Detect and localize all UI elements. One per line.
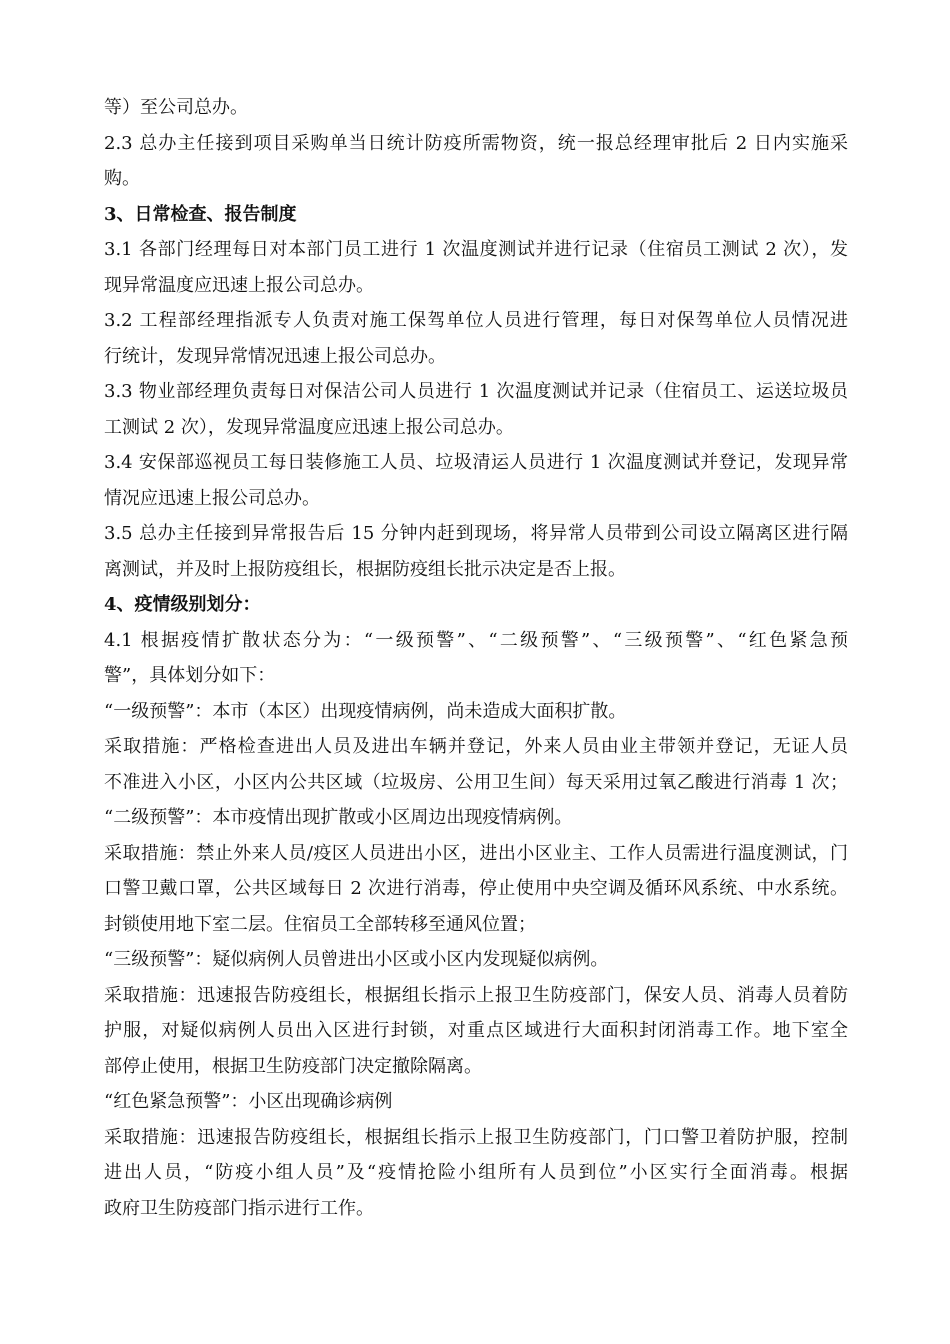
text-line: 警”，具体划分如下：	[104, 665, 276, 686]
text-line: “三级预警”：疑似病例人员曾进出小区或小区内发现疑似病例。	[104, 949, 609, 970]
text-line: “二级预警”：本市疫情出现扩散或小区周边出现疫情病例。	[104, 807, 573, 828]
text-line: 工测试 2 次），发现异常温度应迅速上报公司总办。	[104, 416, 514, 438]
text-line: 4.1 根据疫情扩散状态分为：“一级预警”、“二级预警”、“三级预警”、“红色紧急预	[104, 629, 848, 651]
text-line: 采取措施：严格检查进出人员及进出车辆并登记，外来人员由业主带领并登记，无证人员	[104, 736, 848, 757]
text-line: 部停止使用，根据卫生防疫部门决定撤除隔离。	[104, 1055, 482, 1077]
text-line: 采取措施：禁止外来人员/疫区人员进出小区，进出小区业主、工作人员需进行温度测试，门	[104, 842, 848, 864]
text-line: 现异常温度应迅速上报公司总办。	[104, 274, 374, 296]
document-page	[104, 90, 848, 1226]
text-line: 采取措施：迅速报告防疫组长，根据组长指示上报卫生防疫部门，门口警卫着防护服，控制	[104, 1126, 848, 1148]
text-line: 3.4 安保部巡视员工每日装修施工人员、垃圾清运人员进行 1 次温度测试并登记，发现异常	[104, 452, 848, 473]
text-line: 3.3 物业部经理负责每日对保洁公司人员进行 1 次温度测试并记录（住宿员工、运送垃圾员	[104, 381, 848, 402]
text-line: 进出人员，“防疫小组人员”及“疫情抢险小组所有人员到位”小区实行全面消毒。根据	[104, 1162, 848, 1183]
text-line: 2.3 总办主任接到项目采购单当日统计防疫所需物资，统一报总经理审批后 2 日内实施采	[104, 132, 848, 154]
text-line: 购。	[104, 168, 140, 189]
text-line: 采取措施：迅速报告防疫组长，根据组长指示上报卫生防疫部门，保安人员、消毒人员着防	[104, 984, 848, 1006]
section-heading: 3、日常检查、报告制度	[104, 203, 297, 225]
text-line: 3.1 各部门经理每日对本部门员工进行 1 次温度测试并进行记录（住宿员工测试 2 次），发	[104, 239, 848, 260]
text-line: 行统计，发现异常情况迅速上报公司总办。	[104, 345, 446, 367]
text-line: 口警卫戴口罩，公共区域每日 2 次进行消毒，停止使用中央空调及循环风系统、中水系统。	[104, 878, 848, 899]
text-line: 离测试，并及时上报防疫组长，根据防疫组长批示决定是否上报。	[104, 558, 626, 580]
section-heading: 4、疫情级别划分：	[104, 594, 261, 615]
text-line: 封锁使用地下室二层。住宿员工全部转移至通风位置；	[104, 913, 536, 935]
text-line: “一级预警”：本市（本区）出现疫情病例，尚未造成大面积扩散。	[104, 700, 627, 722]
text-line: 3.5 总办主任接到异常报告后 15 分钟内赶到现场，将异常人员带到公司设立隔离区进行隔	[104, 523, 848, 544]
text-line: 情况应迅速上报公司总办。	[104, 487, 320, 509]
text-line: 不准进入小区，小区内公共区域（垃圾房、公用卫生间）每天采用过氧乙酸进行消毒 1 次；	[104, 771, 848, 793]
text-line: “红色紧急预警”：小区出现确诊病例	[104, 1091, 393, 1112]
text-line: 护服，对疑似病例人员出入区进行封锁，对重点区域进行大面积封闭消毒工作。地下室全	[104, 1020, 848, 1041]
text-line: 等）至公司总办。	[104, 97, 248, 118]
text-line: 政府卫生防疫部门指示进行工作。	[104, 1197, 374, 1219]
text-line: 3.2 工程部经理指派专人负责对施工保驾单位人员进行管理，每日对保驾单位人员情况进	[104, 310, 848, 331]
